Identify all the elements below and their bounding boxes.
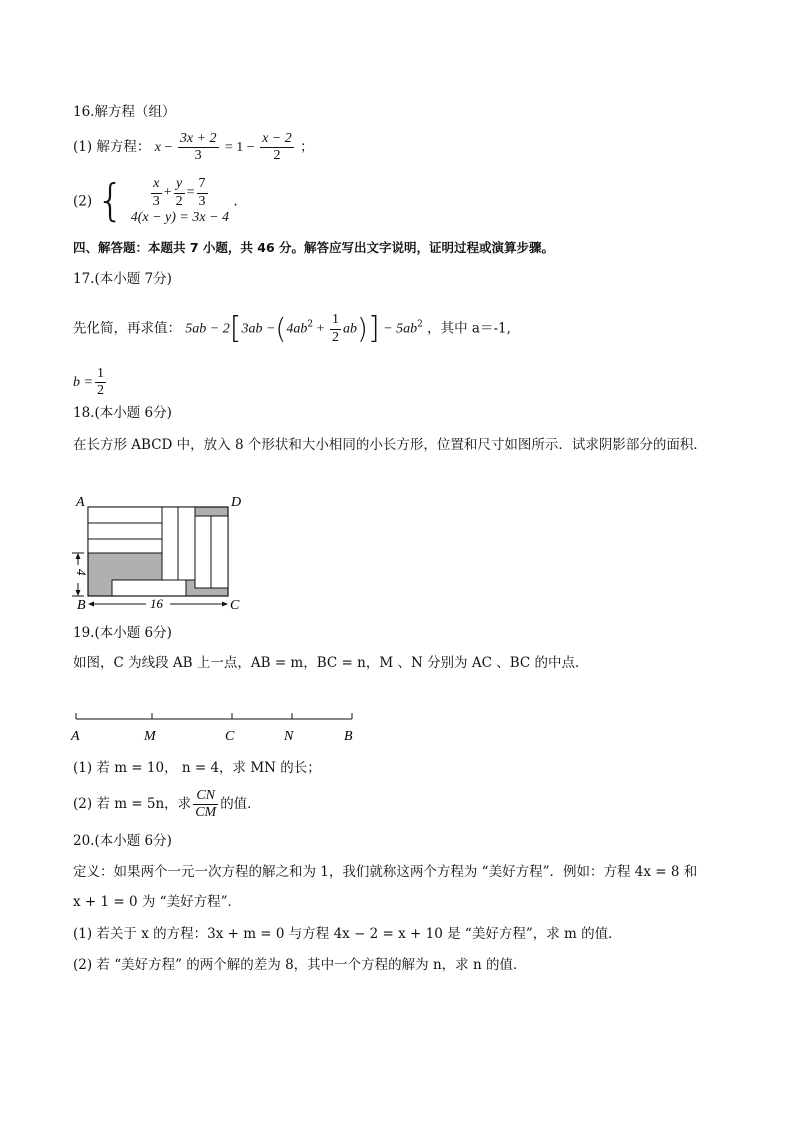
vertex-c: C [230, 598, 240, 613]
small-rect-bottom [112, 580, 186, 596]
point-m: M [144, 729, 156, 744]
q20-definition-line1: 定义：如果两个一元一次方程的解之和为 1，我们就称这两个方程为 “美好方程”．例如：方程 4x = 8 和 [73, 864, 698, 880]
shaded-region-top-right [195, 507, 228, 516]
q17-title: 17.(本小题 7分) [73, 271, 172, 287]
dimension-4-label: 4 [74, 569, 89, 576]
q19-part2: (2) 若 m = 5n，求 $\frac{CN}{CM}$ 的值． [73, 788, 261, 821]
equation-system [131, 176, 229, 226]
small-rect-v2 [178, 507, 195, 580]
point-n: N [284, 729, 294, 744]
point-a: A [71, 729, 80, 744]
q20-definition-line2: x + 1 = 0 为 “美好方程”． [73, 894, 241, 910]
small-rect-h1 [88, 507, 162, 523]
q20-part2: (2) 若 “美好方程” 的两个解的差为 8，其中一个方程的解为 n，求 n 的值． [73, 957, 527, 973]
q19-title: 19.(本小题 6分) [73, 625, 172, 641]
point-b: B [344, 729, 353, 744]
q16-part1-label: (1) 解方程： [73, 139, 151, 156]
small-rect-h2 [88, 523, 162, 539]
system-row-1: $\frac{x}{3}$ + $\frac{y}{2}$ = $\frac{7}{3}$ [152, 176, 206, 209]
q18-title: 18.(本小题 6分) [73, 405, 172, 421]
q20-part1: (1) 若关于 x 的方程：3x + m = 0 与方程 4x − 2 = x + 10 是 “美好方程”，求 m 的值． [73, 926, 622, 942]
q19-text: 如图，C 为线段 AB 上一点，AB = m，BC = n，M 、N 分别为 AC 、BC 的中点． [73, 655, 589, 671]
vertex-d: D [231, 495, 242, 510]
vertex-b: B [77, 598, 86, 613]
small-rect-v1 [162, 507, 178, 580]
section-heading: 四、解答题：本题共 7 小题，共 46 分。解答应写出文字说明，证明过程或演算步骤。 [73, 240, 555, 255]
small-rect-v3 [195, 516, 211, 588]
q18-text: 在长方形 ABCD 中，放入 8 个形状和大小相同的小长方形，位置和尺寸如图所示．试求阴影部分的面积． [73, 437, 707, 453]
point-c: C [225, 729, 235, 744]
segment-figure [66, 708, 366, 744]
q16-fraction-1: $\frac{3x + 2}{3}$ [179, 131, 217, 164]
q16-title: 16.解方程（组） [73, 104, 176, 120]
q16-part1: (1) 解方程： x − $\frac{3x + 2}{3}$ = 1 − $\frac{x - 2}{2}$ ； [73, 131, 314, 164]
brace-icon: { [96, 175, 125, 226]
q16-part2-label: (2) [73, 193, 93, 210]
vertex-a: A [76, 495, 85, 510]
q16-part2: (2) { $\frac{x}{3}$ + $\frac{y}{2}$ = $\frac{7}{3}$ 4(x − y) = 3x − 4 . [73, 175, 238, 226]
q17-expression: 先化简，再求值： $5ab - 2[3ab -(4ab^2$ + $\frac{1}{2}$ $ab)] - 5ab^2$ ，其中 a＝-1, [73, 311, 511, 346]
q19-part1: (1) 若 m = 10， n = 4，求 MN 的长； [73, 760, 321, 776]
system-row-2: 4(x − y) = 3x − 4 [130, 209, 230, 225]
q17-b-value: b = $\frac{1}{2}$ [73, 366, 104, 399]
dimension-16-label: 16 [150, 596, 163, 611]
rectangle-figure [66, 490, 256, 615]
q16-fraction-2: $\frac{x - 2}{2}$ [262, 131, 292, 164]
q20-title: 20.(本小题 6分) [73, 833, 172, 849]
small-rect-v4 [211, 516, 228, 588]
small-rect-h3 [88, 539, 162, 553]
